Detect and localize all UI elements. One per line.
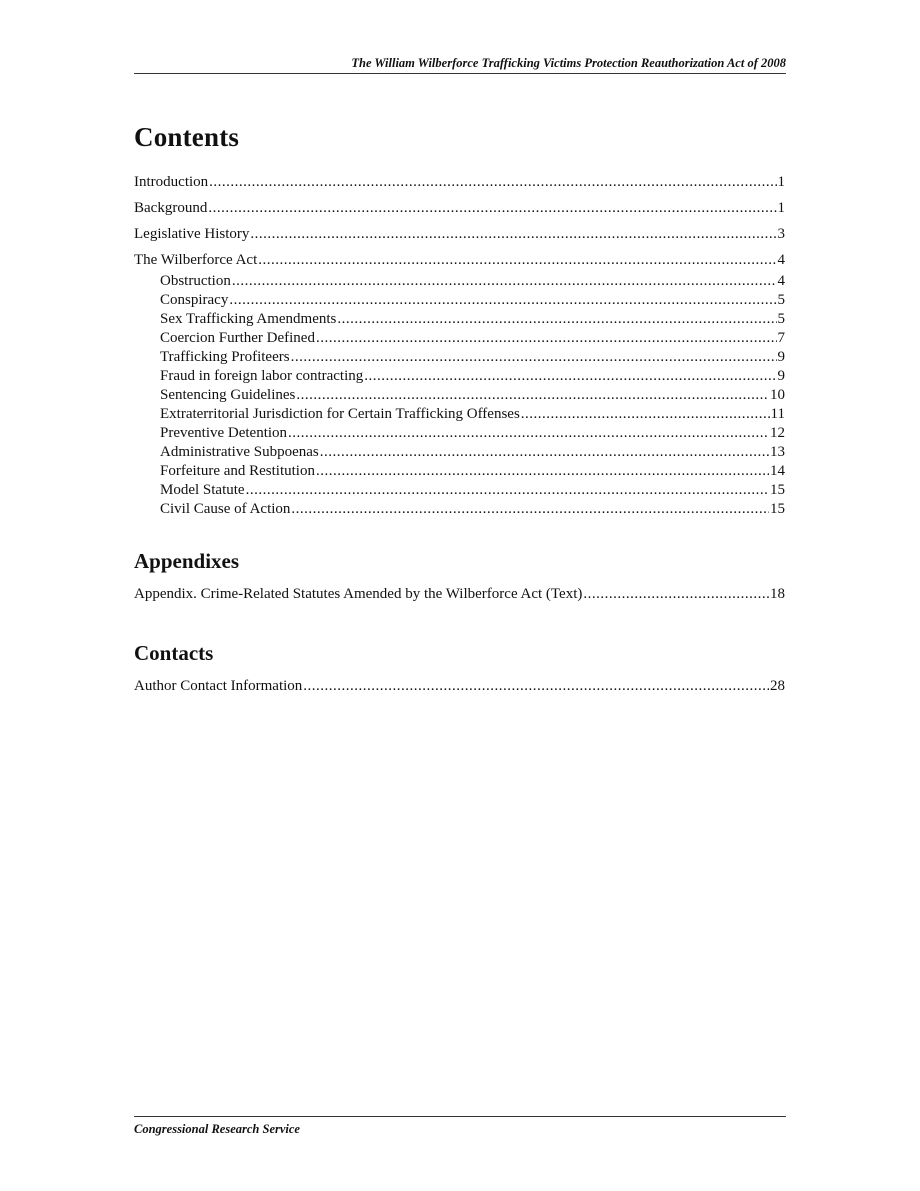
- toc-entry-label: Sex Trafficking Amendments: [160, 311, 337, 327]
- toc-subentry[interactable]: [134, 424, 785, 443]
- toc-entry-label: Coercion Further Defined: [160, 330, 315, 346]
- dot-leader: [303, 677, 769, 696]
- toc-subentry[interactable]: [134, 291, 785, 310]
- toc-subentry[interactable]: [134, 386, 785, 405]
- toc-entry-page: 1: [777, 174, 785, 190]
- dot-leader: [232, 272, 777, 291]
- toc-entry-label: Background: [134, 200, 208, 216]
- toc-entry-label: Extraterritorial Jurisdiction for Certain Trafficking Offenses: [160, 406, 520, 422]
- toc-entry-page: 10: [770, 387, 785, 403]
- toc-entry-label: Forfeiture and Restitution: [160, 463, 315, 479]
- toc-entry-label: Model Statute: [160, 482, 245, 498]
- toc-subentry[interactable]: [134, 443, 785, 462]
- contents-list: [134, 173, 785, 519]
- dot-leader: [364, 367, 776, 386]
- dot-leader: [288, 424, 769, 443]
- toc-entry-page: 3: [777, 226, 785, 242]
- dot-leader: [291, 348, 777, 367]
- toc-entry-page: 13: [770, 444, 785, 460]
- toc-entry-page: 18: [770, 586, 785, 602]
- toc-subentry[interactable]: [134, 405, 785, 424]
- toc-entry-page: 9: [777, 368, 785, 384]
- toc-entry-page: 1: [777, 200, 785, 216]
- dot-leader: [258, 251, 776, 270]
- toc-entry[interactable]: [134, 251, 785, 270]
- toc-entry-page: 4: [777, 252, 785, 268]
- dot-leader: [250, 225, 776, 244]
- toc-entry-label: Legislative History: [134, 226, 250, 242]
- dot-leader: [296, 386, 769, 405]
- toc-subentry[interactable]: [134, 500, 785, 519]
- toc-subentry[interactable]: [134, 367, 785, 386]
- toc-entry-page: 15: [770, 482, 785, 498]
- toc-entry-page: 7: [777, 330, 785, 346]
- toc-entry-page: 9: [777, 349, 785, 365]
- toc-entry-page: 5: [777, 292, 785, 308]
- toc-entry-page: 4: [777, 273, 785, 289]
- toc-entry-label: Civil Cause of Action: [160, 501, 291, 517]
- dot-leader: [316, 462, 769, 481]
- contacts-section: [134, 641, 785, 696]
- toc-entry-page: 15: [770, 501, 785, 517]
- toc-entry-page: 11: [770, 406, 785, 422]
- toc-subentry[interactable]: [134, 310, 785, 329]
- toc-entry-label: Obstruction: [160, 273, 231, 289]
- toc-entry[interactable]: [134, 199, 785, 218]
- dot-leader: [316, 329, 777, 348]
- contents-title: Contents: [134, 122, 240, 152]
- toc-entry-label: Appendix. Crime-Related Statutes Amended by the Wilberforce Act (Text): [134, 586, 583, 602]
- toc-subentry[interactable]: [134, 462, 785, 481]
- toc-entry-label: Introduction: [134, 174, 209, 190]
- toc-entry-label: Conspiracy: [160, 292, 229, 308]
- appendixes-title: Appendixes: [134, 549, 240, 573]
- toc-entry[interactable]: [134, 225, 785, 244]
- toc-subentry[interactable]: [134, 348, 785, 367]
- running-header: The William Wilberforce Trafficking Victims Protection Reauthorization Act of 2008: [134, 56, 786, 74]
- toc-entry-page: 14: [770, 463, 785, 479]
- toc-subentry[interactable]: [134, 272, 785, 291]
- dot-leader: [246, 481, 769, 500]
- toc-entry-label: Administrative Subpoenas: [160, 444, 319, 460]
- dot-leader: [320, 443, 769, 462]
- toc-entry-label: Preventive Detention: [160, 425, 288, 441]
- toc-entry-label: Fraud in foreign labor contracting: [160, 368, 364, 384]
- dot-leader: [229, 291, 776, 310]
- dot-leader: [209, 173, 776, 192]
- contacts-title: Contacts: [134, 641, 214, 665]
- dot-leader: [521, 405, 770, 424]
- toc-entry-label: Author Contact Information: [134, 678, 303, 694]
- dot-leader: [583, 585, 769, 604]
- toc-entry[interactable]: [134, 677, 785, 696]
- appendixes-section: [134, 549, 785, 604]
- dot-leader: [337, 310, 776, 329]
- toc-entry-page: 5: [777, 311, 785, 327]
- table-of-contents: [134, 122, 785, 696]
- toc-entry-label: Sentencing Guidelines: [160, 387, 296, 403]
- toc-entry[interactable]: [134, 173, 785, 192]
- toc-subentry[interactable]: [134, 481, 785, 500]
- dot-leader: [208, 199, 776, 218]
- dot-leader: [291, 500, 769, 519]
- running-footer: Congressional Research Service: [134, 1116, 786, 1137]
- toc-entry-page: 12: [770, 425, 785, 441]
- toc-entry[interactable]: [134, 585, 785, 604]
- toc-entry-label: The Wilberforce Act: [134, 252, 258, 268]
- toc-entry-page: 28: [770, 678, 785, 694]
- toc-entry-label: Trafficking Profiteers: [160, 349, 290, 365]
- toc-subentry[interactable]: [134, 329, 785, 348]
